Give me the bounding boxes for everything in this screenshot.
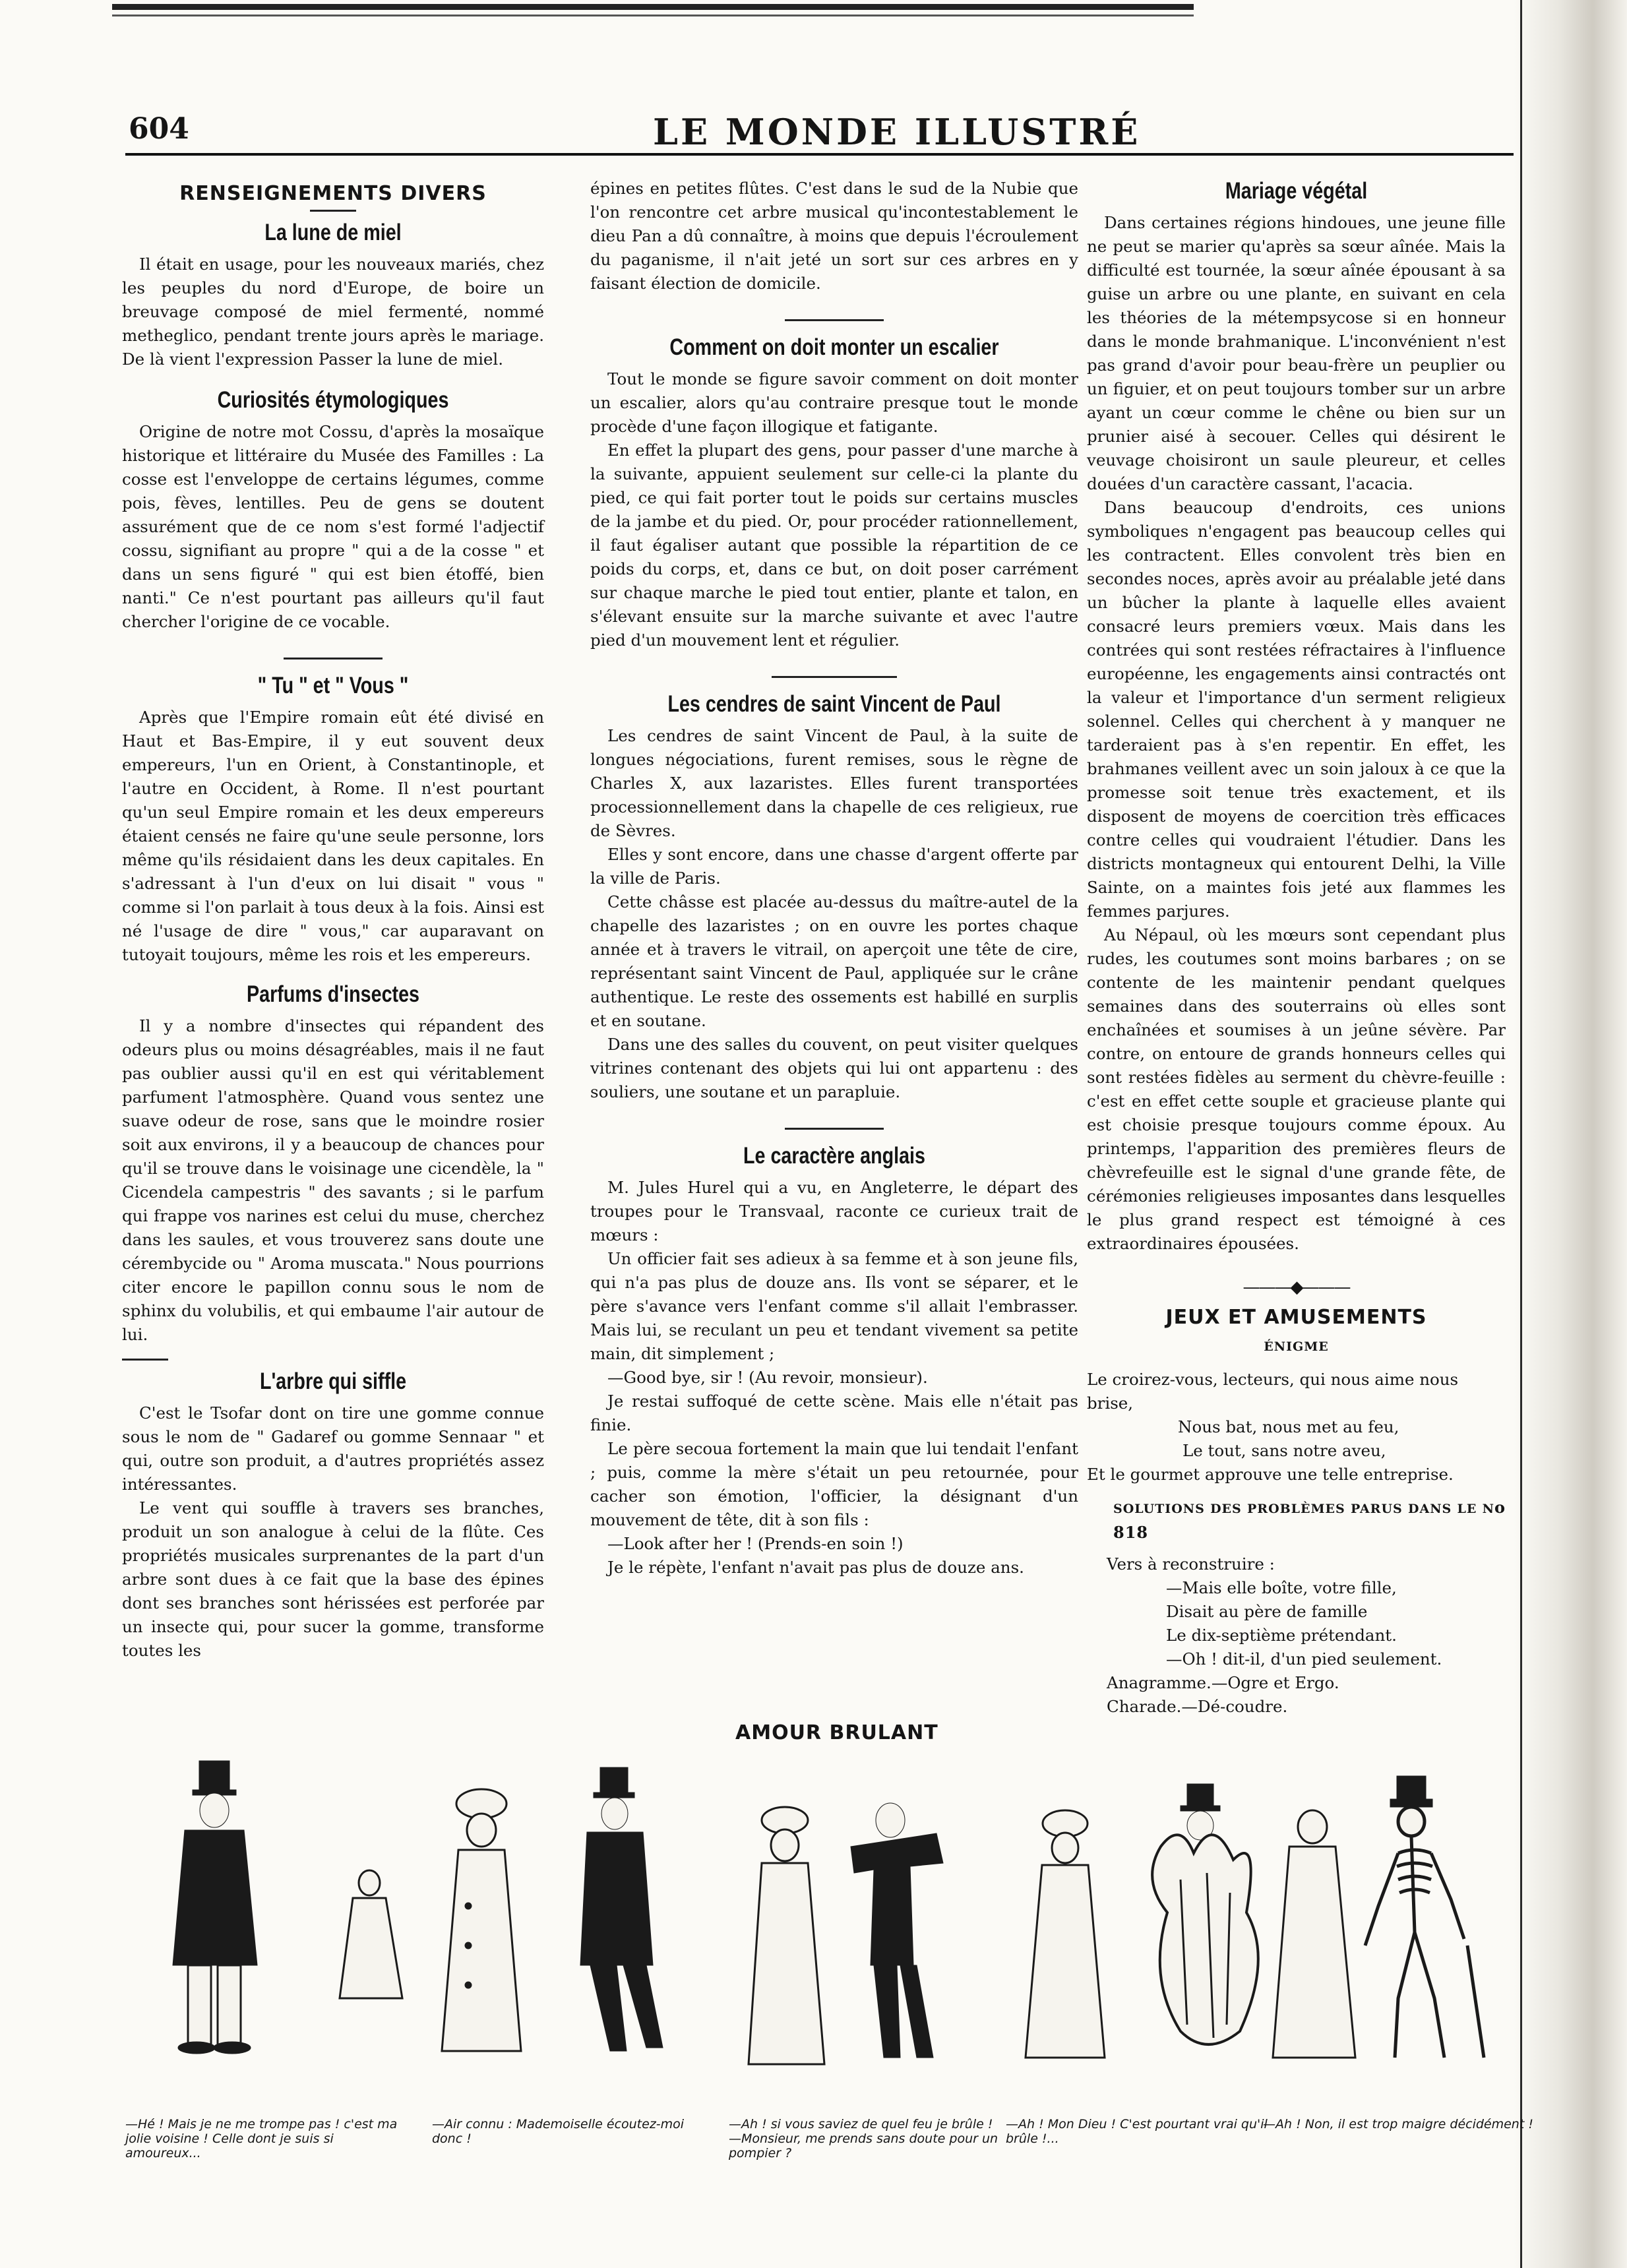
- paragraph: Après que l'Empire romain eût été divisé en Haut et Bas-Empire, il y eut souvent deux empereurs, l'un en Orient, à Constantinople, et l'autre en Occident, à Rome. Il n'est pourtant qu'un seul Empire romain et les deux empereurs étaient censés ne faire qu'une seule personne, lors même qu'ils résidaient dans les deux capitales. En s'adressant à l'un d'eux on lui disait " vous " comme si l'on parlait à tous deux à la fois. Ainsi est né l'usage de dire " vous," car auparavant on tutoyait toujours, même les rois et les empereurs.: [122, 708, 544, 964]
- page-edge: [1514, 0, 1627, 2268]
- ornament-divider: ———◆———: [1243, 1277, 1350, 1297]
- section-title: RENSEIGNEMENTS DIVERS: [179, 182, 487, 205]
- figure-lady-coat: [442, 1789, 521, 2051]
- paragraph: Les cendres de saint Vincent de Paul, à la suite de longues négociations, furent remises, sous le règne de Charles X, aux lazaristes. Elles furent transportées processionnellement dans la chapelle de ces religieux, rue de Sèvres.: [590, 726, 1078, 840]
- figure-skeleton: [1365, 1777, 1484, 2058]
- verse-line: Le tout, sans notre aveu,: [1182, 1441, 1386, 1460]
- solution-line: —Mais elle boîte, votre fille,: [1166, 1578, 1397, 1597]
- comic-caption: —Ah ! Non, il est trop maigre décidément !: [1263, 2117, 1533, 2131]
- column-1: [122, 177, 544, 1663]
- article-title: " Tu " et " Vous ": [257, 673, 409, 698]
- article-title: La lune de miel: [264, 220, 402, 245]
- figure-lady-distance: [340, 1870, 402, 1998]
- article-title: Mariage végétal: [1225, 178, 1368, 204]
- paragraph: C'est le Tsofar dont on tire une gomme connue sous le nom de " Gadaref ou gomme Sennaar " et qui, outre son produit, a d'autres propriétés assez intéressantes.: [122, 1403, 544, 1494]
- solutions-heading: [1113, 1496, 1506, 1546]
- divider: [772, 676, 897, 678]
- article-title: Les cendres de saint Vincent de Paul: [667, 691, 1001, 717]
- figure-lady-panel-4: [1026, 1810, 1105, 2058]
- verse-line: Nous bat, nous met au feu,: [1178, 1417, 1399, 1436]
- paragraph: épines en petites flûtes. C'est dans le sud de la Nubie que l'on rencontre cet arbre musical qu'incontestablement le dieu Pan a dû connaître, à moins que depuis l'écroulement du paganisme, il n'ait jeté un sort sur ces arbres en y faisant élection de domicile.: [590, 179, 1078, 293]
- comic-caption: —Ah ! si vous saviez de quel feu je brûle ! —Monsieur, me prends sans doute pour un pompier ?: [729, 2117, 998, 2161]
- enigme-heading: ÉNIGME: [1264, 1339, 1329, 1354]
- top-border: [112, 4, 1194, 10]
- section-title: JEUX ET AMUSEMENTS: [1165, 1306, 1427, 1329]
- paragraph: Dans une des salles du couvent, on peut visiter quelques vitrines contenant des objets qui lui ont appartenu : des souliers, une soutane et un parapluie.: [590, 1035, 1078, 1101]
- paragraph: En effet la plupart des gens, pour passer d'une marche à la suivante, appuient seulement sur celle-ci la plante du pied, ce qui fait porter tout le poids sur certains muscles de la jambe et du pied. Or, pour procéder rationnellement, il faut égaliser autant que possible la répartition de ce poids du corps, et, dans ce but, on doit poser carrément sur chaque marche le pied tout entier, plante et talon, en s'élevant ensuite sur la marche suivante et avec l'autre pied d'un mouvement lent et régulier.: [590, 441, 1078, 650]
- divider: [122, 1359, 168, 1361]
- verse-line: Et le gourmet approuve une telle entreprise.: [1087, 1465, 1454, 1484]
- comic-caption: —Hé ! Mais je ne me trompe pas ! c'est ma jolie voisine ! Celle dont je suis si amoureux...: [125, 2117, 398, 2161]
- column-2: [590, 177, 1078, 1579]
- paragraph: —Good bye, sir ! (Au revoir, monsieur).: [607, 1368, 928, 1387]
- figure-lady-panel-3: [749, 1807, 824, 2064]
- paragraph: Au Népaul, où les mœurs sont cependant plus rudes, les coutumes sont moins barbares ; on se contente de les maintenir pendant quelques semaines dans des souterrains où elles sont enchaînées et soumises à un jeûne sévère. Par contre, on entoure de grands honneurs celles qui sont restées fidèles au serment du chèvre-feuille : c'est en effet cette souple et gracieuse plante qui est choisie presque toujours comme époux. Au printemps, l'apparition des premières fleurs de chèvrefeuille est le signal d'une grande fête, de cérémonies religieuses imposantes dans lesquelles le plus grand respect est témoigné à ces extraordinaires épousées.: [1087, 925, 1506, 1253]
- figure-gentleman: [173, 1761, 257, 2054]
- article-title: Parfums d'insectes: [246, 981, 420, 1007]
- page-number: 604: [129, 112, 189, 146]
- paragraph: —Look after her ! (Prends-en soin !): [607, 1534, 904, 1553]
- solution-line: Vers à reconstruire :: [1107, 1554, 1275, 1574]
- paragraph: M. Jules Hurel qui a vu, en Angleterre, le départ des troupes pour le Transvaal, raconte ce curieux trait de mœurs :: [590, 1178, 1078, 1244]
- comic-strip-illustration: [125, 1748, 1523, 2104]
- solutions-number: o 818: [1113, 1498, 1506, 1542]
- divider: [310, 210, 356, 212]
- verse-line: Le croirez-vous, lecteurs, qui nous aime nous brise,: [1087, 1370, 1459, 1413]
- paragraph: Je restai suffoqué de cette scène. Mais elle n'était pas finie.: [590, 1392, 1078, 1434]
- masthead-rule: [125, 153, 1514, 156]
- column-3: [1087, 177, 1506, 1719]
- solutions-label: SOLUTIONS DES PROBLÈMES PARUS DANS LE N: [1113, 1502, 1494, 1516]
- divider: [284, 658, 383, 659]
- paragraph: Le vent qui souffle à travers ses branches, produit un son analogue à celui de la flûte. Ces propriétés musicales surprenantes de la part d'un arbre sont dues à ce fait que la base des épines dont ses branches sont hérissées est perforée par un insecte qui, pour sucer la gomme, transforme toutes les: [122, 1498, 544, 1660]
- solution-line: Disait au père de famille: [1166, 1602, 1368, 1621]
- divider: [785, 1128, 884, 1130]
- paragraph: Elles y sont encore, dans une chasse d'argent offerte par la ville de Paris.: [590, 845, 1078, 888]
- solution-line: —Oh ! dit-il, d'un pied seulement.: [1166, 1649, 1442, 1669]
- figure-lady-panel-5: [1273, 1810, 1355, 2058]
- masthead: LE MONDE ILLUSTRÉ: [653, 111, 1141, 153]
- divider: [785, 319, 884, 321]
- paragraph: Dans beaucoup d'endroits, ces unions symboliques n'engagent pas beaucoup celles qui les contractent. Elles convolent très bien en secondes noces, après avoir au préalable jeté dans un bûcher la plante à laquelle elles avaient consacré leurs premiers vœux. Mais dans les contrées qui sont restées réfractaires à l'influence européenne, les engagements ainsi contractés ont la valeur et l'importance d'un serment religieux solennel. Celles qui cherchent à y manquer ne tarderaient pas à s'en repentir. En effet, les brahmanes veillent avec un soin jaloux à ce que la promesse soit tenue très exactement, et ils disposent de moyens de coercition très efficaces contre celles qui voudraient l'étudier. Dans les districts montagneux qui entourent Delhi, la Ville Sainte, on a maintes fois jeté aux flammes les femmes parjures.: [1087, 498, 1506, 921]
- paragraph: Tout le monde se figure savoir comment on doit monter un escalier, alors qu'au contraire presque tout le monde procède d'une façon illogique et fatigante.: [590, 369, 1078, 436]
- solution-line: Le dix-septième prétendant.: [1166, 1626, 1397, 1645]
- paragraph: Un officier fait ses adieux à sa femme et à son jeune fils, qui n'a pas plus de douze ans. Ils vont se séparer, et le père s'avance vers l'enfant comme s'il allait l'embrasser. Mais lui, se reculant un peu et tendant vivement sa petite main, dit simplement ;: [590, 1249, 1078, 1363]
- paragraph: Origine de notre mot Cossu, d'après la mosaïque historique et littéraire du Musée des Familles : La cosse est l'enveloppe de certains légumes, comme pois, fèves, lentilles. Peu de gens se doutent assurément que de ce nom s'est formé l'adjectif cossu, signifiant au propre " qui a de la cosse " et dans un sens figuré " qui est bien étoffé, bien nanti." Ce n'est pourtant pas ailleurs qu'il faut chercher l'origine de ce vocable.: [122, 422, 544, 631]
- paragraph: Le père secoua fortement la main que lui tendait l'enfant ; puis, comme la mère s'était un peu retournée, pour cacher son émotion, l'officier, la désignant d'un mouvement de tête, dit à son fils :: [590, 1439, 1078, 1529]
- figure-man-walking: [580, 1767, 663, 2051]
- paragraph: Dans certaines régions hindoues, une jeune fille ne peut se marier qu'après sa sœur aînée. Mais la difficulté est tournée, la sœur aînée épousant à sa guise un arbre ou une plante, en suivant en cela les théories de la métempsycose si en honneur dans le monde brahmanique. L'inconvénient n'est pas grand d'avoir pour beau-frère un peuplier ou un figuier, et on peut toujours tomber sur un arbre ayant un cœur comme le chêne ou bien sur un prunier aisé à secouer. Celles qui désirent le veuvage choisiront un saule pleureur, et celles douées d'un caractère cassant, l'acacia.: [1087, 213, 1506, 493]
- paragraph: Cette châsse est placée au-dessus du maître-autel de la chapelle des lazaristes ; on en ouvre les portes chaque année et à travers le vitrail, on aperçoit une tête de cire, représentant saint Vincent de Paul, appliquée sur le crâne authentique. Le reste des ossements est habillé en surplis et en soutane.: [590, 892, 1078, 1030]
- comic-strip-title: AMOUR BRULANT: [735, 1721, 938, 1744]
- top-border-thin: [112, 15, 1194, 16]
- article-title: L'arbre qui siffle: [259, 1368, 407, 1394]
- figure-man-in-flames: [1152, 1784, 1258, 2044]
- article-title: Comment on doit monter un escalier: [669, 334, 999, 360]
- paragraph: Il était en usage, pour les nouveaux mariés, chez les peuples du nord d'Europe, de boire un breuvage composé de miel fermenté, nommé metheglico, pendant trente jours après le mariage. De là vient l'expression Passer la lune de miel.: [122, 255, 544, 369]
- paragraph: Il y a nombre d'insectes qui répandent des odeurs plus ou moins désagréables, mais il ne faut pas oublier aussi qu'il en est qui véritablement parfument l'atmosphère. Quand vous sentez une suave odeur de rose, sans que le moindre rosier soit aux environs, il y a beaucoup de chances pour qu'il se trouve dans le voisinage une cicendèle, la " Cicendela campestris " des savants ; si le parfum qui frappe vos narines est celui du muse, cherchez dans les saules, et vous trouverez sans doute une cérembycide ou " Aroma muscata." Nous pourrions citer encore le papillon connu sous le nom de sphinx du volubilis, et qui embaume l'air autour de lui.: [122, 1016, 544, 1344]
- comic-caption: —Ah ! Mon Dieu ! C'est pourtant vrai qu'il brûle !...: [1006, 2117, 1268, 2146]
- article-title: Le caractère anglais: [743, 1143, 926, 1169]
- solution-line: Charade.—Dé-coudre.: [1107, 1697, 1288, 1716]
- solution-line: Anagramme.—Ogre et Ergo.: [1107, 1673, 1339, 1692]
- figure-man-arms-raised: [851, 1803, 943, 2058]
- article-title: Curiosités étymologiques: [217, 387, 449, 413]
- paragraph: Je le répète, l'enfant n'avait pas plus de douze ans.: [607, 1558, 1024, 1577]
- comic-caption: —Air connu : Mademoiselle écoutez-moi donc !: [432, 2117, 685, 2146]
